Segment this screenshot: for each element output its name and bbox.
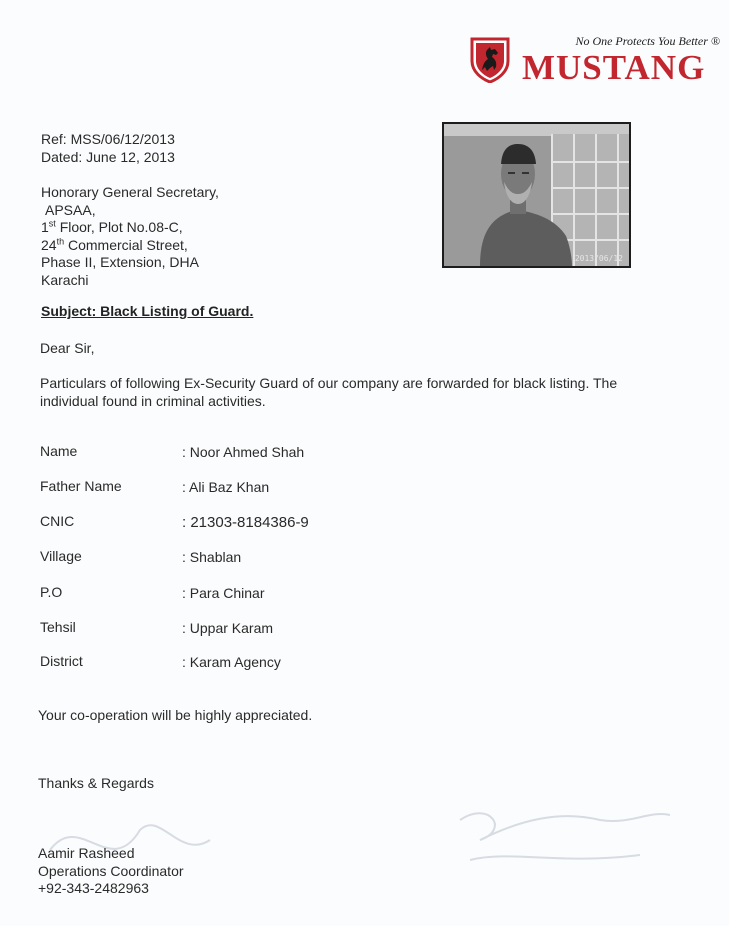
signatory-phone: +92-343-2482963 [38,880,149,896]
particular-value-village: : Shablan [182,549,242,565]
recipient-line: APSAA, [45,201,96,218]
particular-label-father-name: Father Name [40,478,122,494]
reference-block [41,131,175,166]
particular-value-name: : Noor Ahmed Shah [182,444,305,460]
salutation: Dear Sir, [40,340,95,356]
recipient-line: Phase II, Extension, DHA [41,254,199,270]
recipient-line: Honorary General Secretary, [41,184,219,200]
reference-number: Ref: MSS/06/12/2013 [41,131,175,147]
particular-value-district: : Karam Agency [182,654,281,670]
intro-line: Particulars of following Ex-Security Guard of our company are forwarded for black listing. The [40,375,618,391]
intro-line: individual found in criminal activities. [40,392,266,409]
letterhead-tagline: No One Protects You Better ® [575,34,720,48]
subject-line: Subject: Black Listing of Guard. [41,303,254,319]
particular-value-father-name: : Ali Baz Khan [182,479,270,495]
photo-date-stamp: 2013/06/12 [574,254,623,263]
recipient-line: Karachi [41,271,89,288]
recipient-line: 24th Commercial Street, [41,235,188,253]
signatory-title: Operations Coordinator [38,862,184,879]
particular-value-tehsil: : Uppar Karam [182,620,274,636]
regards: Thanks & Regards [38,775,154,791]
recipient-line: 1st Floor, Plot No.08-C, [41,218,183,235]
signature-block [38,845,184,898]
particular-label-tehsil: Tehsil [40,619,76,635]
recipient-address [41,184,219,289]
closing-sentence: Your co-operation will be highly appreciated. [38,707,313,723]
reference-date: Dated: June 12, 2013 [41,148,175,165]
particular-value-po: : Para Chinar [182,585,265,601]
letterhead-brand: MUSTANG [522,48,706,87]
particular-label-district: District [40,653,83,669]
intro-paragraph [40,375,640,410]
guard-photo [442,122,631,268]
particular-label-village: Village [40,548,82,564]
particular-value-cnic: : 21303-8184386-9 [182,514,309,531]
signatory-name: Aamir Rasheed [38,845,135,861]
mustang-horse-shield-icon [470,37,510,83]
particular-label-cnic: CNIC [40,513,75,529]
particular-label-name: Name [40,443,78,459]
particular-label-po: P.O [40,584,63,600]
